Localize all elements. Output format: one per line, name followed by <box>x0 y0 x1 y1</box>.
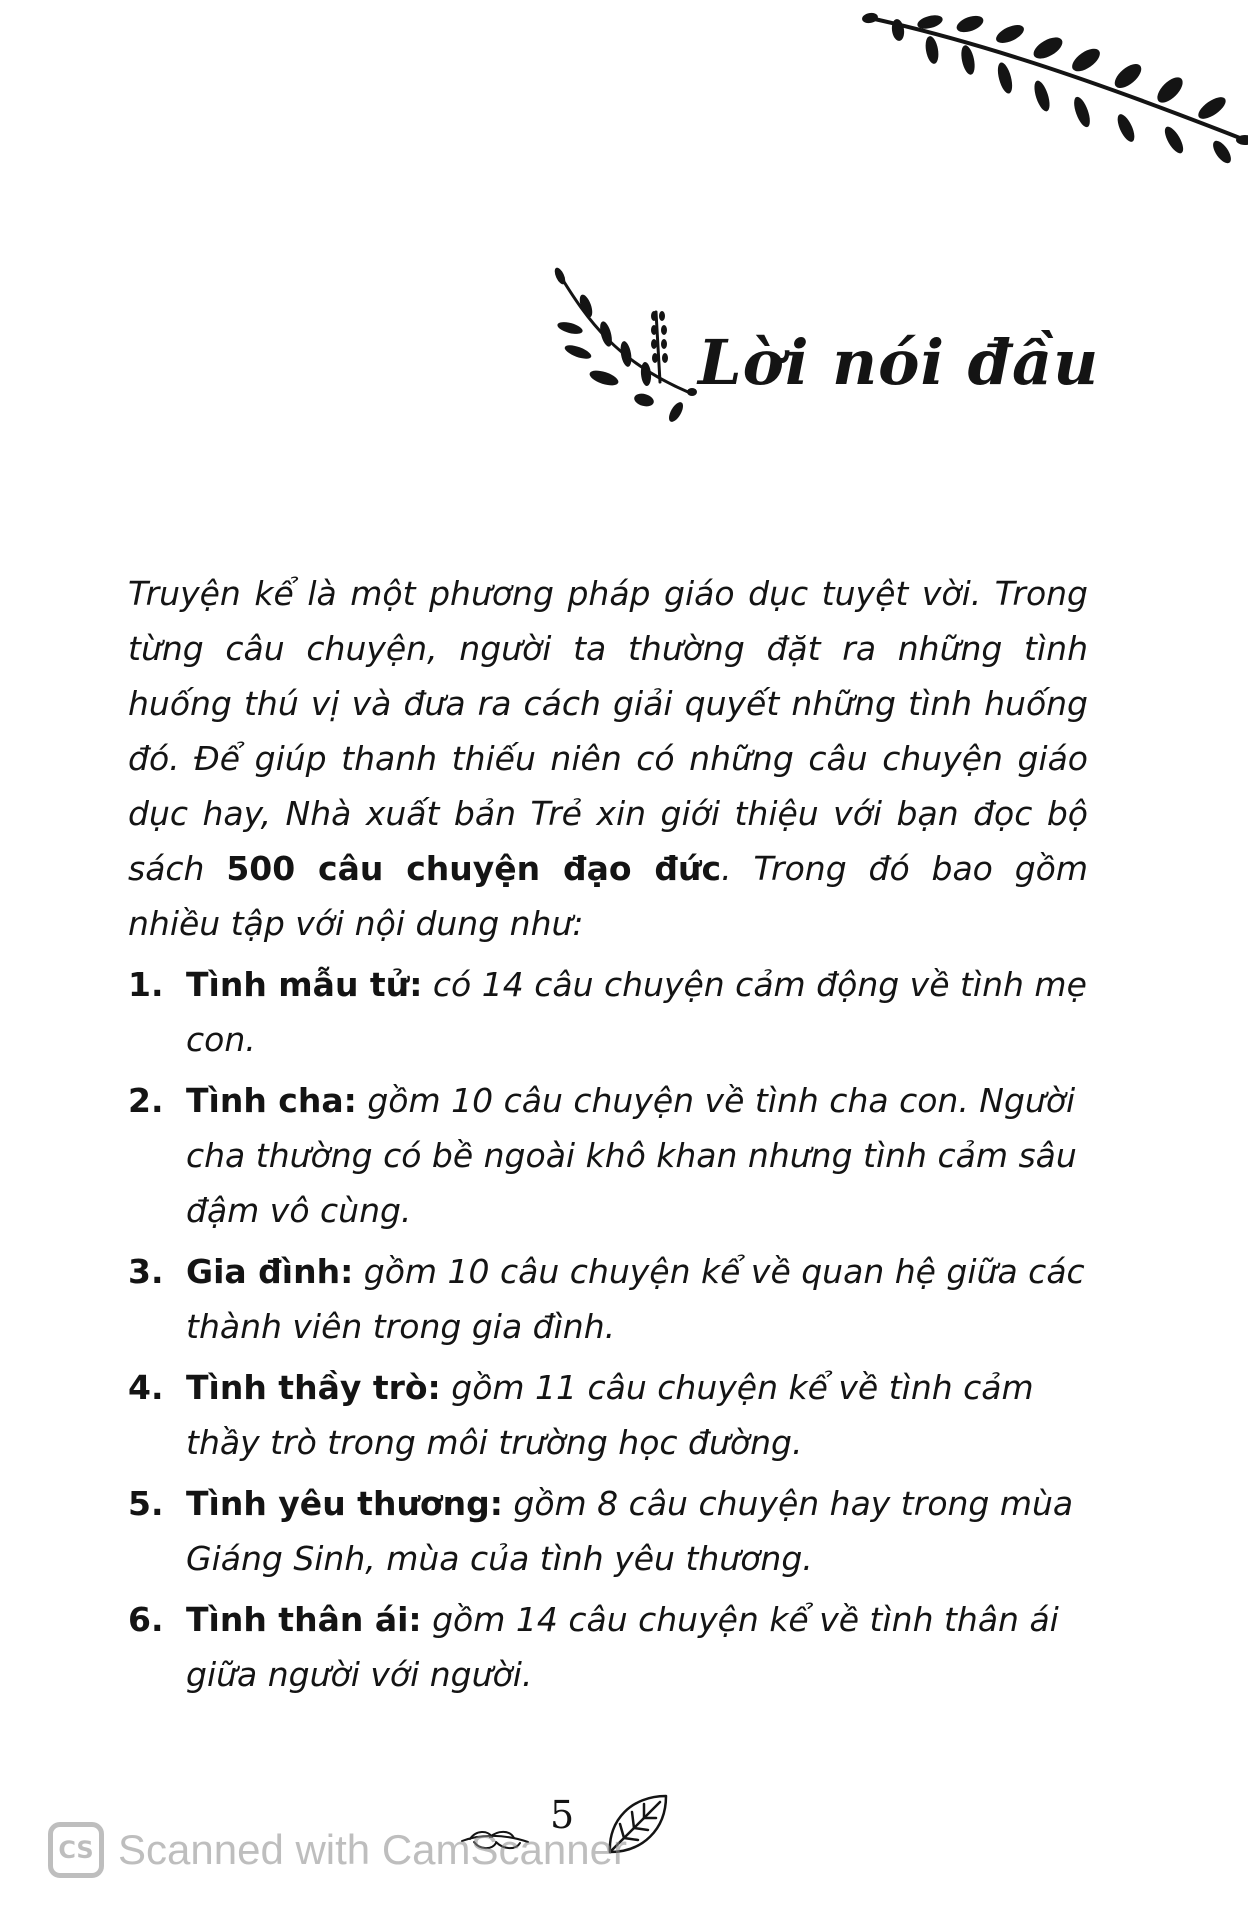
list-item-description: gồm 14 câu chuyện kể về tình thân ái giữa người với người. <box>186 1600 1059 1694</box>
volume-list <box>128 957 1088 1702</box>
list-item-description: gồm 10 câu chuyện kể về quan hệ giữa các thành viên trong gia đình. <box>186 1252 1085 1346</box>
list-item <box>128 1476 1088 1586</box>
intro-paragraph <box>128 566 1088 951</box>
intro-text-before: Truyện kể là một phương pháp giáo dục tuyệt vời. Trong từng câu chuyện, người ta thường đặt ra những tình huống thú vị và đưa ra cách giải quyết những tình huống đó. Để giúp thanh thiếu niên có những câu chuyện giáo dục hay, Nhà xuất bản Trẻ xin giới thiệu với bạn đọc bộ sách <box>128 574 1088 888</box>
camscanner-logo-icon: CS <box>48 1822 104 1878</box>
list-item-description: gồm 8 câu chuyện hay trong mùa Giáng Sinh, mùa của tình yêu thương. <box>186 1484 1074 1578</box>
list-item-term: Gia đình: <box>186 1252 354 1291</box>
list-item-number: 1. <box>128 965 164 1004</box>
list-item-number: 4. <box>128 1368 164 1407</box>
scanner-watermark <box>48 1818 627 1882</box>
list-item-number: 3. <box>128 1252 164 1291</box>
preface-content <box>128 566 1088 1702</box>
list-item <box>128 957 1088 1067</box>
list-item <box>128 1360 1088 1470</box>
list-item-term: Tình cha: <box>186 1081 357 1120</box>
page-title: Lời nói đầu <box>698 326 1100 399</box>
list-item <box>128 1073 1088 1238</box>
intro-text-after: . Trong đó bao gồm nhiều tập với nội dung như: <box>128 849 1088 943</box>
title-area <box>548 262 1100 442</box>
book-series-name: 500 câu chuyện đạo đức <box>226 849 722 888</box>
list-item-term: Tình yêu thương: <box>186 1484 503 1523</box>
list-item-number: 2. <box>128 1081 164 1120</box>
list-item-term: Tình thân ái: <box>186 1600 422 1639</box>
list-item <box>128 1592 1088 1702</box>
list-item-number: 5. <box>128 1484 164 1523</box>
list-item-term: Tình thầy trò: <box>186 1368 441 1407</box>
leafy-branch-icon <box>850 0 1248 175</box>
list-item-description: gồm 10 câu chuyện về tình cha con. Người cha thường có bề ngoài khô khan nhưng tình cảm sâu đậm vô cùng. <box>186 1081 1077 1230</box>
page-number: 5 <box>550 1793 575 1837</box>
list-item-number: 6. <box>128 1600 164 1639</box>
list-item-term: Tình mẫu tử: <box>186 965 423 1004</box>
list-item <box>128 1244 1088 1354</box>
watermark-text: Scanned with CamScanner <box>118 1826 627 1873</box>
leafy-sprig-icon <box>548 262 698 432</box>
list-item-description: có 14 câu chuyện cảm động về tình mẹ con. <box>186 965 1087 1059</box>
list-item-description: gồm 11 câu chuyện kể về tình cảm thầy trò trong môi trường học đường. <box>186 1368 1034 1462</box>
